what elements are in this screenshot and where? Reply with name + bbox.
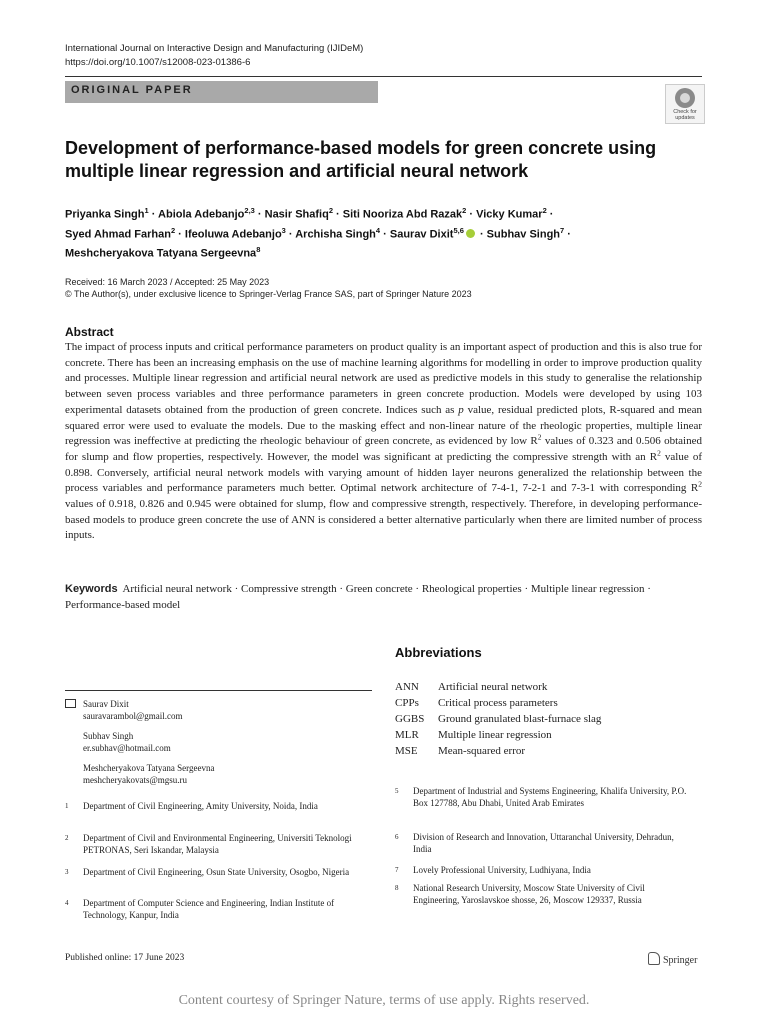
- contact-block: [83, 698, 183, 722]
- publisher-name: Springer: [663, 955, 698, 966]
- author-name[interactable]: Meshcheryakova Tatyana Sergeevna: [65, 247, 257, 260]
- abstract-text: The impact of process inputs and critical performance parameters on product quality is an important aspect of production and this is also true for concrete. There has been an increasing emphasis on the use of machine learning algorithms for modelling in order to improve production quality and processes. Multiple linear regression and artificial neural network are used as predictive models in this study to generalise the relationship between seven process variables and three performance parameters in green concrete production. Models were developed by using 103 experimental datasets obtained from the production of green concrete. Indices such as p value, residual predicted plots, R-squared and mean squared error were used to evaluate the models. Due to the masking effect and non-linear nature of the rheologic properties, multiple linear regression was ineffective at predicting the rheologic behaviour of green concrete, as evidenced by low $R^2$ values of 0.323 and 0.506 obtained for slump and flow properties, respectively. However, the model was significant at predicting the compressive strength with an $R^2$ value of 0.898. Conversely, artificial neural network models with varying amount of hidden layer neurons generalized the relationship between the process variables and performance parameters much better. Optimal network architecture of 7-4-1, 7-2-1 and 7-3-1 with corresponding $R^2$ values of 0.918, 0.826 and 0.945 were obtained for slump, flow and compressive strength, respectively. Therefore, in developing performance-based models to produce green concrete the use of ANN is considered a better alternative particularly when there are limited number of process inputs.: [65, 341, 702, 542]
- contact-name: Meshcheryakova Tatyana Sergeevna: [83, 763, 215, 773]
- affiliation-3: 3 Department of Civil Engineering, Osun State University, Osogbo, Nigeria: [65, 867, 350, 877]
- keywords: [65, 582, 702, 613]
- affiliation-1: 1 Department of Civil Engineering, Amity University, Noida, India: [65, 801, 318, 811]
- envelope-icon: [65, 699, 76, 708]
- copyright-line: © The Author(s), under exclusive licence to Springer-Verlag France SAS, part of Springer Nature 2023: [65, 289, 472, 299]
- contact-name: Subhav Singh: [83, 731, 134, 741]
- orcid-icon[interactable]: [466, 229, 475, 238]
- author-aff: 7: [560, 225, 565, 235]
- author-aff: 8: [256, 245, 261, 255]
- author-name[interactable]: Ifeoluwa Adebanjo: [184, 228, 282, 241]
- author-name[interactable]: Siti Nooriza Abd Razak: [342, 208, 463, 221]
- check-updates-icon: [675, 88, 695, 108]
- author-name[interactable]: Archisha Singh: [295, 228, 376, 241]
- keywords-label: Keywords: [65, 583, 118, 595]
- author-list: Priyanka Singh$^1$ · Abiola Adebanjo$^{2,3}$ · Nasir Shafiq$^2$ · Siti Nooriza Abd Razak$^2$ · Vicky Kumar$^2$ · Syed Ahmad Farhan$^2$ · Ifeoluwa Adebanjo$^3$ · Archisha Singh$^4$ · Saurav Dixit$^{5,6}$ · Subhav Singh$^7$ · Meshcheryakova Tatyana Sergeevna$^8$: [65, 206, 571, 260]
- contact-email[interactable]: sauravarambol@gmail.com: [83, 711, 183, 721]
- author-name[interactable]: Subhav Singh: [486, 228, 561, 241]
- keywords-text: Artificial neural network · Compressive strength · Green concrete · Rheological properties · Multiple linear regression · Performance-based model: [65, 583, 651, 611]
- author-aff: 2,3: [244, 206, 255, 215]
- author-aff: 4: [375, 225, 381, 235]
- author-name[interactable]: Abiola Adebanjo: [158, 208, 245, 221]
- author-aff: 2: [462, 206, 467, 215]
- springer-logo: [648, 952, 697, 966]
- author-aff: 1: [144, 206, 149, 215]
- author-aff: 2: [328, 206, 333, 215]
- affiliation-8: 8 National Research University, Moscow State University of Civil Engineering, Yaroslavskoe shosse, 26, Moscow 129337, Russia: [395, 883, 645, 905]
- abbreviation-row: CPPs Critical process parameters: [395, 697, 558, 709]
- paper-type-label: ORIGINAL PAPER: [71, 84, 193, 96]
- check-updates-line1: Check for: [673, 109, 697, 115]
- received-accepted: Received: 16 March 2023 / Accepted: 25 May 2023: [65, 277, 270, 287]
- paper-title: Development of performance-based models for green concrete using multiple linear regression and artificial neural network: [65, 138, 657, 181]
- author-aff: 2: [170, 225, 176, 235]
- doi-link[interactable]: https://doi.org/10.1007/s12008-023-01386-6: [65, 57, 251, 68]
- abbreviations-table: [395, 679, 601, 759]
- affiliation-5: 5 Department of Industrial and Systems Engineering, Khalifa University, P.O. Box 127788, Abu Dhabi, United Arab Emirates: [395, 786, 687, 808]
- article-dates: [65, 276, 472, 300]
- journal-header: [65, 42, 363, 70]
- author-name[interactable]: Nasir Shafiq: [264, 208, 329, 221]
- corresponding-contacts: [65, 698, 372, 790]
- author-name[interactable]: Priyanka Singh: [65, 208, 145, 221]
- paper-type-band: [65, 81, 378, 103]
- courtesy-notice: Content courtesy of Springer Nature, terms of use apply. Rights reserved.: [178, 993, 590, 1008]
- abbreviation-row: ANN Artificial neural network: [395, 681, 548, 693]
- author-name[interactable]: Syed Ahmad Farhan: [65, 228, 171, 241]
- journal-name: International Journal on Interactive Design and Manufacturing (IJIDeM): [65, 43, 364, 54]
- author-name[interactable]: Vicky Kumar: [476, 208, 543, 221]
- header-rule: [65, 76, 702, 77]
- affiliation-4: 4 Department of Computer Science and Engineering, Indian Institute of Technology, Kanpur, India: [65, 898, 335, 920]
- published-online: Published online: 17 June 2023: [65, 953, 185, 963]
- contact-email[interactable]: meshcheryakovats@mgsu.ru: [83, 775, 188, 785]
- author-aff: 5,6: [453, 225, 464, 235]
- contact-block: [83, 762, 214, 786]
- contact-block: [83, 730, 171, 754]
- abbreviations-heading: Abbreviations: [395, 645, 482, 660]
- abbreviation-row: GGBS Ground granulated blast-furnace slag: [395, 713, 602, 725]
- author-name[interactable]: Saurav Dixit: [389, 228, 454, 241]
- abbreviation-row: MLR Multiple linear regression: [395, 729, 552, 741]
- affiliation-6: 6 Division of Research and Innovation, Uttaranchal University, Dehradun, India: [395, 832, 674, 854]
- affiliation-2: 2 Department of Civil and Environmental Engineering, Universiti Teknologi PETRONAS, Seri Iskandar, Malaysia: [65, 833, 352, 855]
- check-updates-line2: updates: [675, 115, 695, 121]
- author-aff: 3: [281, 225, 286, 235]
- abstract-heading: Abstract: [65, 325, 114, 339]
- footnote-rule: [65, 690, 372, 691]
- contact-name: Saurav Dixit: [83, 699, 129, 709]
- author-aff: 2: [542, 206, 547, 215]
- check-for-updates-badge[interactable]: [665, 84, 705, 124]
- contact-email[interactable]: er.subhav@hotmail.com: [83, 743, 171, 753]
- springer-horse-icon: [648, 952, 660, 965]
- abbreviation-row: MSE Mean-squared error: [395, 745, 526, 757]
- affiliation-7: 7 Lovely Professional University, Ludhiyana, India: [395, 865, 591, 875]
